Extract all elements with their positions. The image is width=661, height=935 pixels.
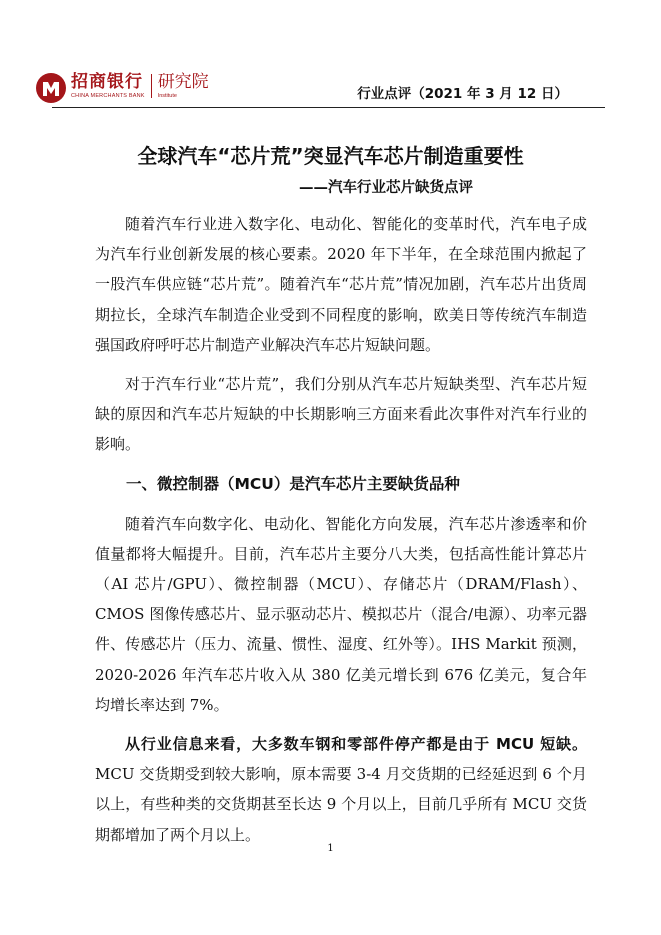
key-finding-text: 从行业信息来看，大多数车钢和零部件停产都是由于 MCU 短缺。: [125, 735, 587, 754]
institute-name-en: Institute: [157, 93, 177, 99]
paragraph-intro: 随着汽车行业进入数字化、电动化、智能化的变革时代，汽车电子成为汽车行业创新发展的核心要素。2020 年下半年，在全球范围内掀起了一股汽车供应链“芯片荒”。随着汽车“芯片荒”情况加剧，汽车芯片出货周期拉长，全球汽车制造企业受到不同程度的影响，欧美日等传统汽车制造强国政府呼吁芯片制造产业解决汽车芯片短缺问题。: [95, 215, 587, 354]
report-type-date: 行业点评（2021 年 3 月 12 日）: [357, 86, 568, 102]
logo-name-cn: 招商银行: [71, 72, 143, 92]
page-number: 1: [327, 843, 334, 854]
logo-name-en: CHINA MERCHANTS BANK: [71, 93, 145, 99]
paragraph-chip-categories: 随着汽车向数字化、电动化、智能化方向发展，汽车芯片渗透率和价值量都将大幅提升。目前，汽车芯片主要分八大类，包括高性能计算芯片（AI 芯片/GPU）、微控制器（MCU）、存储芯片（DRAM/Flash）、CMOS 图像传感芯片、显示驱动芯片、模拟芯片（混合/电源）、功率元器件、传感芯片（压力、流量、惯性、湿度、红外等）。IHS Markit 预测，2020-2026 年汽车芯片收入从 380 亿美元增长到 676 亿美元，复合年均增长率达到 7%。: [95, 514, 587, 714]
document-body: [95, 205, 587, 859]
institute-name: 研究院: [157, 72, 209, 92]
institute-label: [158, 72, 209, 100]
section-heading-1: 一、微控制器（MCU）是汽车芯片主要缺货品种: [126, 474, 460, 493]
paragraph-scope: 对于汽车行业“芯片荒”，我们分别从汽车芯片短缺类型、汽车芯片短缺的原因和汽车芯片短缺的中长期影响三方面来看此次事件对汽车行业的影响。: [95, 375, 587, 454]
bank-logo: [35, 72, 209, 112]
mcu-delivery-text: MCU 交货期受到较大影响，原本需要 3-4 月交货期的已经延迟到 6 个月以上，有些种类的交货期甚至长达 9 个月以上，目前几乎所有 MCU 交货期都增加了两个月以上。: [95, 765, 587, 844]
bank-logo-icon: [35, 72, 67, 104]
document-title: 全球汽车“芯片荒”突显汽车芯片制造重要性: [137, 144, 524, 168]
paragraph-mcu-shortage: [95, 729, 587, 850]
page-header: [0, 0, 661, 120]
header-divider: [52, 107, 605, 108]
logo-separator: [151, 74, 152, 98]
document-subtitle: ——汽车行业芯片缺货点评: [299, 180, 473, 196]
logo-text: [71, 72, 145, 100]
